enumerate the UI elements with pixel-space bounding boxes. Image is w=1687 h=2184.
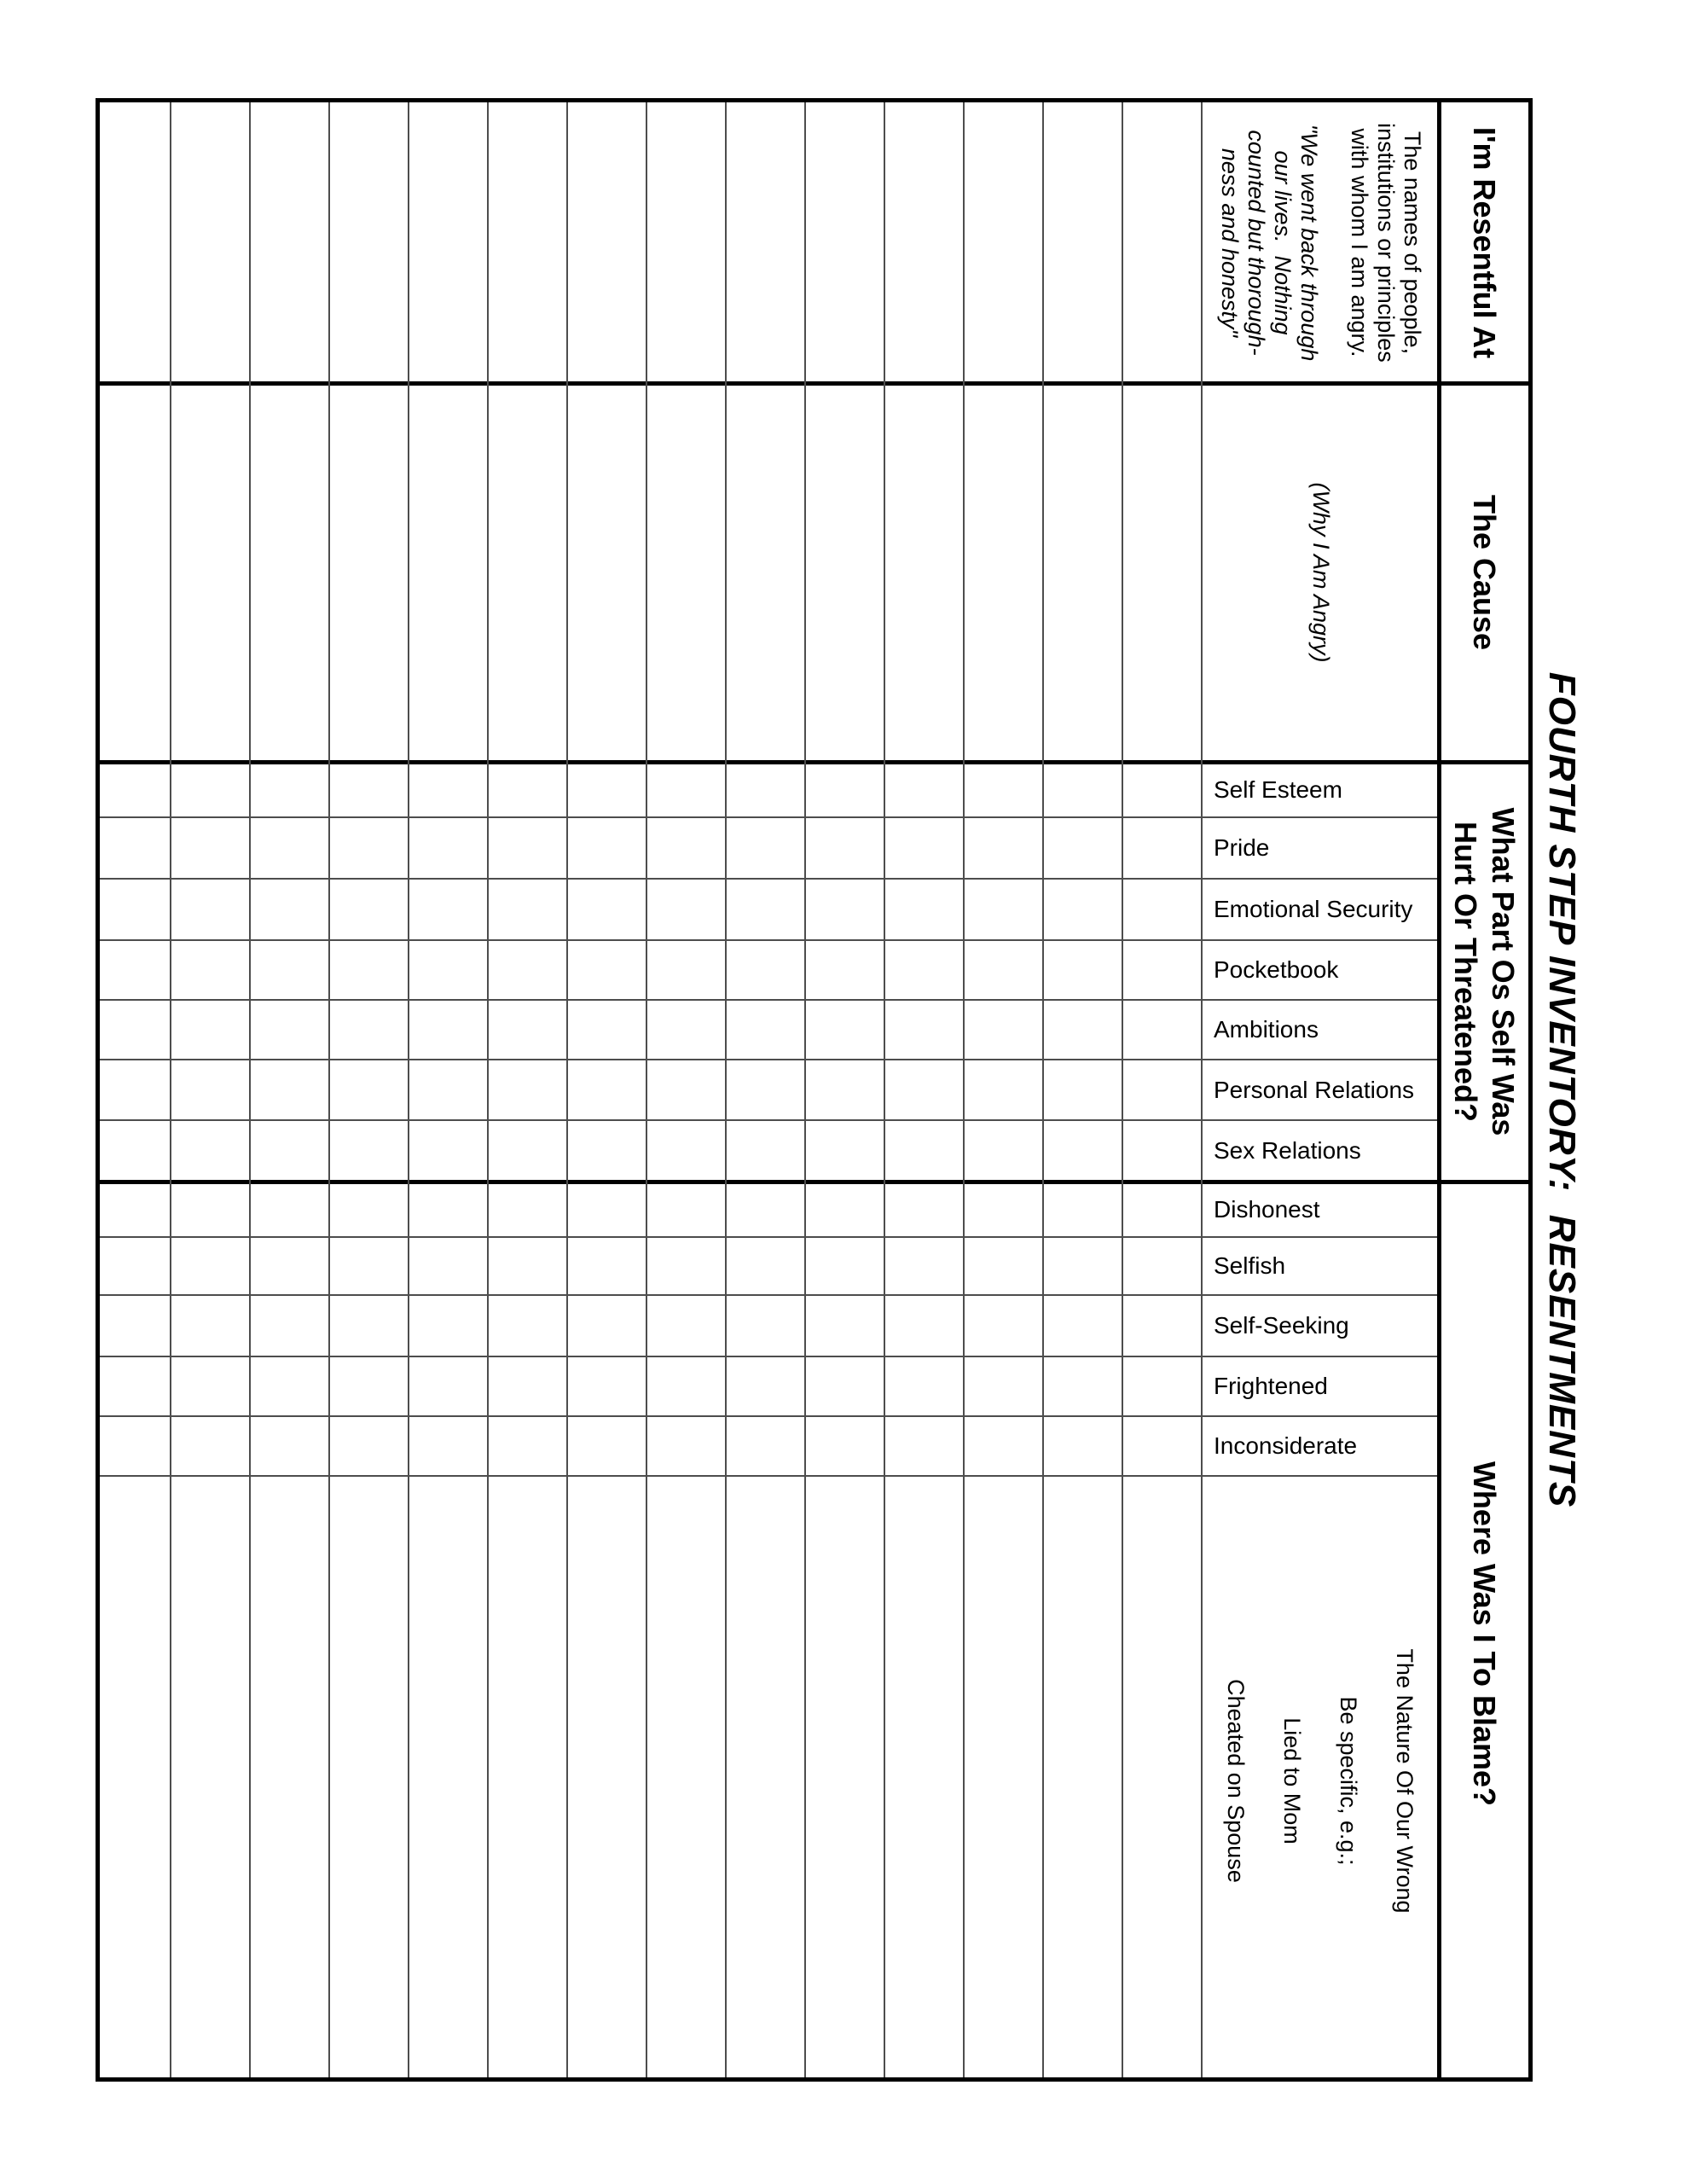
nature-note-line: Be specific, e.g.; xyxy=(1336,1696,1362,1866)
worksheet-table xyxy=(96,98,1533,2082)
subcolumn-label: Frightened xyxy=(1214,1373,1328,1399)
grid-line xyxy=(100,381,1528,386)
subcolumn-label: Dishonest xyxy=(1214,1195,1320,1223)
big-book-quote-line: ness and honesty" xyxy=(1217,148,1243,338)
subcolumn-self-seeking xyxy=(1202,1295,1440,1356)
subcolumn-label: Personal Relations xyxy=(1214,1076,1415,1103)
subcolumn-label: Ambitions xyxy=(1214,1016,1319,1043)
resentful-description-line: institutions or principles xyxy=(1373,123,1399,363)
subcolumn-label: Sex Relations xyxy=(1214,1137,1361,1164)
column-header-cause: The Cause xyxy=(1467,494,1502,651)
nature-note-line: Lied to Mom xyxy=(1279,1717,1306,1844)
subcolumn-dishonest xyxy=(1202,1182,1440,1237)
column-header-affects-line2: Hurt Or Threatened? xyxy=(1448,821,1483,1123)
column-header-blame: Where Was I To Blame? xyxy=(1467,1461,1502,1807)
subcolumn-label: Pocketbook xyxy=(1214,956,1339,983)
subcolumn-inconsiderate xyxy=(1202,1416,1440,1476)
big-book-quote-line: counted but thorough- xyxy=(1244,130,1269,356)
grid-line xyxy=(100,939,1440,941)
grid-line xyxy=(100,999,1440,1001)
grid-line xyxy=(884,102,885,2077)
column-header-affects xyxy=(1440,762,1528,1182)
grid-line xyxy=(328,102,330,2077)
nature-note-line: Cheated on Spouse xyxy=(1223,1679,1249,1883)
subcolumn-selfish xyxy=(1202,1237,1440,1295)
subcolumn-self-esteem xyxy=(1202,762,1440,817)
big-book-quote-line: our lives. Nothing xyxy=(1270,150,1296,335)
subcolumn-pride xyxy=(1202,817,1440,879)
page-title: FOURTH STEP INVENTORY: RESENTMENTS xyxy=(1541,671,1583,1508)
resentful-description-line: with whom I am angry. xyxy=(1347,128,1372,357)
grid-line xyxy=(170,102,171,2077)
resentful-description-line: The names of people, xyxy=(1400,131,1425,355)
grid-line xyxy=(1437,102,1441,2077)
grid-line xyxy=(1122,102,1123,2077)
big-book-quote-line: "We went back through xyxy=(1296,124,1322,362)
grid-line xyxy=(100,1294,1440,1296)
subcolumn-ambitions xyxy=(1202,1000,1440,1060)
grid-line xyxy=(725,102,727,2077)
grid-line xyxy=(963,102,965,2077)
grid-line xyxy=(100,1356,1440,1357)
grid-line xyxy=(566,102,568,2077)
grid-line xyxy=(100,816,1440,818)
grid-line xyxy=(100,1180,1528,1184)
big-book-quote xyxy=(1216,125,1322,362)
subcolumn-label: Pride xyxy=(1214,834,1270,861)
grid-line xyxy=(408,102,409,2077)
grid-line xyxy=(100,1475,1440,1477)
grid-line xyxy=(100,1236,1440,1238)
grid-line xyxy=(100,1119,1440,1121)
grid-line xyxy=(249,102,251,2077)
grid-line xyxy=(646,102,647,2077)
grid-line xyxy=(100,878,1440,880)
subcolumn-label: Emotional Security xyxy=(1214,896,1413,922)
subcolumn-label: Selfish xyxy=(1214,1252,1286,1279)
subcolumn-frightened xyxy=(1202,1356,1440,1416)
grid-line xyxy=(100,1415,1440,1417)
cause-note: (Why I Am Angry) xyxy=(1308,482,1334,663)
column-header-affects-line1: What Part Os Self Was xyxy=(1486,807,1521,1136)
subcolumn-personal-relations xyxy=(1202,1060,1440,1120)
subcolumn-sex-relations xyxy=(1202,1120,1440,1182)
subcolumn-emotional-security xyxy=(1202,879,1440,940)
grid-line xyxy=(487,102,489,2077)
subcolumn-label: Self Esteem xyxy=(1214,775,1342,803)
grid-line xyxy=(100,1059,1440,1060)
grid-line xyxy=(1201,102,1203,2077)
resentful-description xyxy=(1202,102,1440,383)
column-header-resentful: I'm Resentful At xyxy=(1467,126,1502,359)
grid-line xyxy=(1042,102,1044,2077)
subcolumn-label: Inconsiderate xyxy=(1214,1432,1358,1459)
subcolumn-label: Self-Seeking xyxy=(1214,1312,1349,1339)
subcolumn-pocketbook xyxy=(1202,940,1440,1000)
grid-line xyxy=(100,760,1528,764)
grid-line xyxy=(804,102,806,2077)
nature-note-line: The Nature Of Our Wrong xyxy=(1392,1648,1418,1914)
nature-of-wrong-note xyxy=(1202,1476,1440,2086)
